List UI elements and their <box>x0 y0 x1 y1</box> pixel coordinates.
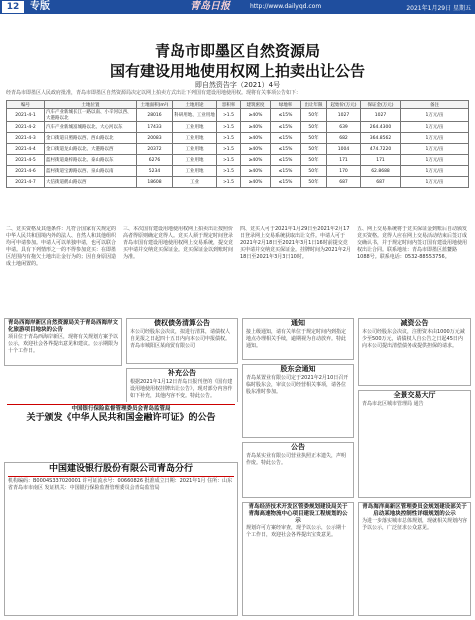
notice-box <box>4 318 122 366</box>
table-cell: ≥40% <box>241 166 271 177</box>
table-cell: >1.5 <box>217 122 241 133</box>
table-cell: 1万元/亩 <box>401 155 469 166</box>
notice-heading: 关于颁发《中华人民共和国金融许可证》的公告 <box>26 413 216 423</box>
table-row <box>7 177 469 188</box>
issue-date: 2021年1月29日 星期五 <box>406 5 471 12</box>
table-header-row <box>7 101 469 109</box>
notice-title: 全景交易大厅 <box>393 391 436 399</box>
table-cell: 62.8688 <box>361 166 401 177</box>
announcement-intro: 经青岛市即墨区人民政府批准，青岛市即墨区自然资源局决定以网上拍卖方式出让下列国有建设用地使用权。现将有关事项公告如下： <box>6 90 302 96</box>
table-cell: 2021-4-1 <box>7 109 45 122</box>
notice-box <box>4 462 238 616</box>
notice-title: 股东会通知 <box>280 365 316 373</box>
table-cell: 687 <box>361 177 401 188</box>
table-cell: >1.5 <box>217 133 241 144</box>
table-cell: ≥40% <box>241 122 271 133</box>
table-cell: 2021-4-4 <box>7 144 45 155</box>
table-header: 出让年限 <box>301 101 327 109</box>
body-paragraph: 二、竞买资格及其他条件：凡符合国家有关规定的中华人民共和国境内外的法人、自然人和其他组织均可申请参加。申请人可以单独申请，也可以联合申请。具有下列情形之一的不得参加竞买：在即墨区范围内有拖欠土地出让金行为的；因自身原因造成土地闲置的。 <box>6 226 117 267</box>
notice-body: 规划许可方案经审查，现予以公示，公示期十个工作日，欢迎社会各界提出宝贵意见。 <box>246 525 347 538</box>
notice-title: 中国银行保险监督管理委员会青岛监管局 <box>71 406 171 412</box>
table-row <box>7 109 469 122</box>
divider <box>7 404 235 405</box>
table-cell: ≥40% <box>241 144 271 155</box>
table-cell: 20083 <box>137 133 173 144</box>
table-header: 保证金(万元) <box>361 101 401 109</box>
table-cell: >1.5 <box>217 166 241 177</box>
newspaper-logo: 青岛日报 <box>190 1 230 12</box>
notice-box <box>4 402 238 460</box>
table-cell: 2021-4-5 <box>7 155 45 166</box>
notice-box <box>242 318 354 360</box>
table-row <box>7 155 469 166</box>
table-cell: 28016 <box>137 109 173 122</box>
table-cell: 工业 <box>173 177 217 188</box>
table-header: 绿地率 <box>271 101 301 109</box>
table-cell: 1027 <box>327 109 361 122</box>
notice-body: 本公司经股东会决议，注册资本由1000万元减少至500万元，请债权人自公告之日起45日内向本公司提出清偿债务或提供担保的请求。 <box>362 329 465 349</box>
table-cell: 1万元/亩 <box>401 144 469 155</box>
table-cell: 1027 <box>361 109 401 122</box>
table-cell: >1.5 <box>217 155 241 166</box>
table-cell: ≤15% <box>271 109 301 122</box>
notice-body: 青岛某实业有限公司营业执照正本遗失，声明作废。特此公告。 <box>246 453 347 466</box>
notice-title: 通知 <box>291 319 305 327</box>
table-cell: 50年 <box>301 177 327 188</box>
notice-box <box>242 364 354 438</box>
table-cell: ≤15% <box>271 155 301 166</box>
table-cell: >1.5 <box>217 177 241 188</box>
table-row <box>7 122 469 133</box>
table-cell: 1万元/亩 <box>401 122 469 133</box>
body-paragraph: 四、竞买人可于2021年1月29日至2021年2月17日登录网上交易系统获取出让文件。申请人可于2021年2月18日至2021年3月1日16时前提交竞买申请并交纳竞买保证金。挂牌时间为2021年2月18日至2021年3月3日10时。 <box>240 226 351 260</box>
table-cell: ≥40% <box>241 133 271 144</box>
table-cell: 汽车产业新城长江一路以南、小辛河以西、大港路以北 <box>45 109 137 122</box>
page-header <box>0 0 475 14</box>
body-column <box>240 226 352 314</box>
table-header: 土地用途 <box>173 101 217 109</box>
table-cell: 6276 <box>137 155 173 166</box>
notice-title: 青岛海洋高新区管理委员会规划建设部关于启动某地块控制性详细规划的公示 <box>362 504 467 517</box>
table-cell: ≤15% <box>271 133 301 144</box>
notice-body: 机构编码：B0004S337020001 许可证流水号：00660826 批准成立日期：2021年1月 住所：山东省青岛市市南区 发证机关：中国银行保险监督管理委员会青岛监管局 <box>8 478 233 491</box>
notice-title: 青岛经济技术开发区管委规划建设局关于青海高速物流中心项目建设工程规划的公示 <box>248 504 348 524</box>
table-cell: 50年 <box>301 122 327 133</box>
table-header: 土地面积(m²) <box>137 101 173 109</box>
notice-title: 公告 <box>291 443 305 451</box>
notice-box <box>126 318 238 364</box>
table-row <box>7 166 469 177</box>
page-number: 12 <box>2 1 24 13</box>
announcement-title-line1: 青岛市即墨区自然资源局 <box>154 42 320 60</box>
table-cell: 364.8562 <box>361 133 401 144</box>
table-cell: ≥40% <box>241 155 271 166</box>
table-cell: 1万元/亩 <box>401 133 469 144</box>
table-cell: 50年 <box>301 166 327 177</box>
table-cell: 264.4300 <box>361 122 401 133</box>
table-cell: 工业用地 <box>173 144 217 155</box>
table-cell: ≤15% <box>271 122 301 133</box>
land-parcel-table <box>6 100 469 188</box>
table-cell: 170 <box>327 166 361 177</box>
table-cell: 50年 <box>301 155 327 166</box>
table-cell: 2021-4-2 <box>7 122 45 133</box>
table-cell: >1.5 <box>217 144 241 155</box>
table-cell: ≤15% <box>271 144 301 155</box>
divider <box>8 476 234 477</box>
table-cell: 2021-4-7 <box>7 177 45 188</box>
notice-box <box>358 390 471 498</box>
site-url[interactable]: http://www.dailyqd.com <box>250 3 322 10</box>
table-cell: 2021-4-6 <box>7 166 45 177</box>
notice-body: 根据2021年1月12日青岛日报刊登的《国有建设用地使用权挂牌出让公告》，现对部分内容作如下补充，其他内容不变。特此公告。 <box>130 379 233 399</box>
table-cell: 1万元/亩 <box>401 109 469 122</box>
notice-body: 青岛市北区城市管理局 通告 <box>362 401 424 407</box>
table-cell: 50年 <box>301 144 327 155</box>
table-cell: 1万元/亩 <box>401 177 469 188</box>
table-cell: 大信街道鹤山路以西 <box>45 177 137 188</box>
announcement-body <box>6 226 469 314</box>
table-cell: >1.5 <box>217 109 241 122</box>
notice-box <box>242 442 354 498</box>
table-cell: 50年 <box>301 133 327 144</box>
table-cell: 蓝村街道桑梓路以北、泰山路以东 <box>45 155 137 166</box>
table-cell: 17433 <box>137 122 173 133</box>
table-header: 备注 <box>401 101 469 109</box>
notice-title: 债权债务清算公告 <box>154 319 210 327</box>
table-cell: 687 <box>327 177 361 188</box>
table-header: 建筑密度 <box>241 101 271 109</box>
table-header: 起始价(万元) <box>327 101 361 109</box>
document-number: 即自然资告字（2021）4号 <box>194 81 281 89</box>
table-cell: ≥40% <box>241 177 271 188</box>
table-cell: 汽车产业新城富城路以北、大心河以东 <box>45 122 137 133</box>
table-cell: ≥40% <box>241 109 271 122</box>
body-paragraph: 五、网上交易系统将于竞买保证金到账后自动颁发竞买资格。竞得人应在网上交易活动结束后签订成交确认书，并于规定时间内签订国有建设用地使用权出让合同。联系地址：青岛市即墨区蓝鳌路1088号。联系电话：0532-88553756。 <box>357 226 468 260</box>
table-cell: 474.7220 <box>361 144 401 155</box>
section-label: 专版 <box>30 1 50 12</box>
notice-title: 中国建设银行股份有限公司青岛分行 <box>48 464 193 474</box>
body-column <box>123 226 235 314</box>
table-cell: 工业用地 <box>173 166 217 177</box>
table-cell: 50年 <box>301 109 327 122</box>
notice-body: 青岛某置业有限公司定于2021年2月10日召开临时股东会，审议公司经营相关事项，请各位股东准时参加。 <box>246 375 349 395</box>
notice-title: 补充公告 <box>168 369 196 377</box>
notice-box <box>358 502 471 616</box>
table-row <box>7 144 469 155</box>
body-column <box>6 226 118 314</box>
table-cell: 金口街道日照路以西、西山路以北 <box>45 133 137 144</box>
table-row <box>7 133 469 144</box>
table-cell: 5234 <box>137 166 173 177</box>
notice-body: 项目位于青岛西海岸新区，现将有关规划方案予以公示，欢迎社会各界提出意见和建议。公示期限为十个工作日。 <box>8 334 119 354</box>
table-cell: 171 <box>327 155 361 166</box>
notice-body: 接上级通知，请有关单位于规定时间内到指定地点办理相关手续，逾期视为自动放弃。特此通知。 <box>246 329 347 349</box>
table-cell: 工业用地 <box>173 133 217 144</box>
table-cell: 工业用地 <box>173 155 217 166</box>
notice-title: 减资公告 <box>400 319 429 327</box>
notice-title: 青岛西海岸新区自然资源局关于青岛西海岸文化旅游项目地块的公告 <box>8 320 119 333</box>
notice-body: 本公司经股东会决议，拟进行清算，请债权人自见报之日起四十五日内向本公司申报债权。青岛市城阳区某商贸有限公司 <box>130 329 231 349</box>
notice-box <box>358 318 471 386</box>
table-cell: 1万元/亩 <box>401 166 469 177</box>
table-cell: 科研用地、工业用地 <box>173 109 217 122</box>
notice-body: 为进一步落实城市总体规划，现就相关规划内容予以公示，广泛征求公众意见。 <box>362 518 468 531</box>
body-column <box>357 226 469 314</box>
table-cell: 工业用地 <box>173 122 217 133</box>
table-cell: 18608 <box>137 177 173 188</box>
announcement-title-line2: 国有建设用地使用权网上拍卖出让公告 <box>109 62 365 80</box>
table-cell: 171 <box>361 155 401 166</box>
notice-box <box>242 502 354 616</box>
table-cell: ≤15% <box>271 166 301 177</box>
table-cell: 2021-4-3 <box>7 133 45 144</box>
table-cell: 蓝村街道宝源路以西、泉山路以南 <box>45 166 137 177</box>
body-paragraph: 三、本次国有建设用地使用权网上拍卖出让按照价高者得原则确定竞得人。竞买人须于规定时间登录青岛市国有建设用地使用权网上交易系统，提交竞买申请并交纳竞买保证金。竞买保证金以到账时间为准。 <box>123 226 234 260</box>
table-cell: 金口街道龙山路以北、大港路以西 <box>45 144 137 155</box>
table-header: 土地位置 <box>45 101 137 109</box>
table-header: 容积率 <box>217 101 241 109</box>
table-cell: 20372 <box>137 144 173 155</box>
table-header: 编号 <box>7 101 45 109</box>
table-cell: 639 <box>327 122 361 133</box>
table-cell: 1004 <box>327 144 361 155</box>
table-cell: ≤15% <box>271 177 301 188</box>
table-cell: 682 <box>327 133 361 144</box>
